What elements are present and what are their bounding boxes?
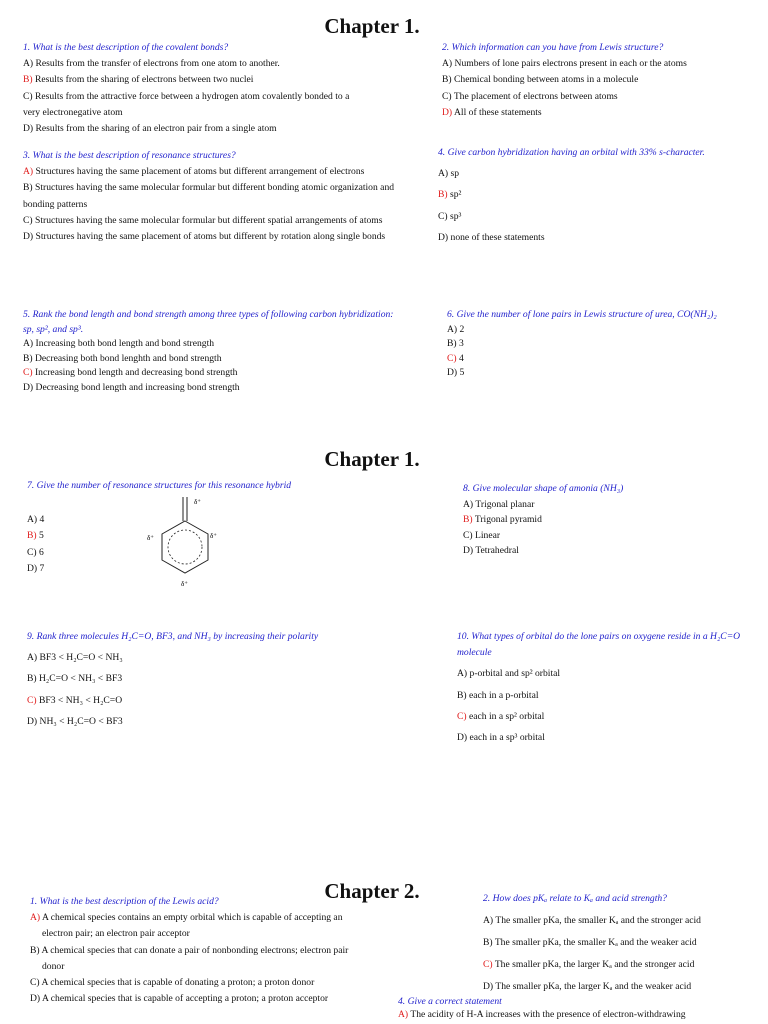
delta-plus-label: δ⁺	[147, 534, 154, 542]
question-text: 1. What is the best description of the Lewis acid?	[30, 896, 219, 907]
question-3	[23, 148, 398, 245]
option-a: A) 2	[447, 323, 465, 335]
option-b: B) 3	[447, 338, 464, 349]
option-c: C) A chemical species that is capable of donating a proton; a proton donor	[30, 977, 315, 989]
question-4-ch2	[398, 995, 766, 1021]
question-text: 1. What is the best description of the covalent bonds?	[23, 42, 229, 53]
question-2-ch2	[483, 890, 766, 995]
delta-plus-label: δ⁺	[181, 580, 188, 588]
option-d: D) The smaller pKa, the larger Kₐ and the weaker acid	[483, 981, 692, 992]
option-a: A) Results from the transfer of electrons from one atom to another.	[23, 58, 280, 70]
question-9	[27, 629, 407, 730]
option-a: A) Trigonal planar	[463, 498, 535, 510]
option-c: C) each in a sp² orbital	[457, 710, 545, 722]
option-b: B) H₂C=O < NH₃ < BF3	[27, 673, 123, 685]
option-a: A) Increasing both bond length and bond strength	[23, 338, 215, 349]
option-d: D) 7	[27, 562, 45, 574]
option-b: B) The smaller pKa, the smaller Kₐ and the weaker acid	[483, 937, 697, 948]
chapter-heading: Chapter 1.	[324, 14, 420, 38]
option-b: B) 5	[27, 530, 44, 542]
option-c: C) The placement of electrons between atoms	[442, 90, 618, 102]
option-d: D) each in a sp³ orbital	[457, 732, 545, 744]
option-c: C) BF3 < NH₃ < H₂C=O	[27, 694, 123, 706]
option-b: B) each in a p-orbital	[457, 689, 539, 701]
option-c: C) The smaller pKa, the larger Kₐ and the stronger acid	[483, 959, 695, 970]
question-text: 6. Give the number of lone pairs in Lewis structure of urea, CO(NH₂)₂	[447, 309, 717, 320]
option-b: B) sp²	[438, 189, 462, 201]
option-d: D) A chemical species that is capable of accepting a proton; a proton acceptor	[30, 993, 329, 1005]
question-text: 5. Rank the bond length and bond strength among three types of following carbon hybridization: sp, sp², and sp³.	[23, 309, 394, 335]
option-d: D) Decreasing bond length and increasing bond strength	[23, 381, 240, 393]
option-b: B) Chemical bonding between atoms in a molecule	[442, 74, 639, 86]
option-c: C) Structures having the same molecular formular but different spatial arrangements of atoms	[23, 214, 383, 226]
chapter-heading: Chapter 2.	[324, 879, 420, 903]
option-a: A) 4	[27, 514, 45, 526]
option-b: B) Trigonal pyramid	[463, 514, 542, 526]
option-a: A) Numbers of lone pairs electrons present in each or the atoms	[442, 58, 687, 70]
option-a: A) sp	[438, 168, 460, 180]
question-8	[463, 481, 763, 559]
question-10	[457, 629, 762, 746]
option-d: D) NH₃ < H₂C=O < BF3	[27, 715, 123, 727]
question-text: 10. What types of orbital do the lone pairs on oxygene reside in a H₂C=O molecule	[457, 631, 741, 659]
option-d: D) 5	[447, 367, 465, 378]
chapter-heading: Chapter 1.	[324, 447, 420, 471]
option-a: A) BF3 < H₂C=O < NH₃	[27, 652, 123, 664]
option-c: C) 6	[27, 546, 44, 558]
option-b: B) Results from the sharing of electrons between two nuclei	[23, 74, 254, 86]
question-text: 2. Which information can you have from Lewis structure?	[442, 42, 664, 53]
question-1-ch2	[30, 894, 370, 1007]
option-a: A) The acidity of H-A increases with the presence of electron-withdrawing	[398, 1009, 686, 1020]
option-b: B) A chemical species that can donate a pair of nonbonding electrons; electron pair donor	[30, 944, 349, 972]
option-c: C) 4	[447, 352, 464, 364]
option-b: B) Decreasing both bond lenghth and bond strength	[23, 352, 222, 364]
option-d: D) All of these statements	[442, 106, 542, 118]
option-c: C) Results from the attractive force between a hydrogen atom covalently bonded to a very electronegative atom	[23, 90, 350, 118]
question-text: 9. Rank three molecules H₂C=O, BF3, and NH₃ by increasing their polarity	[27, 631, 319, 642]
option-d: D) none of these statements	[438, 231, 545, 243]
benzylidene-resonance-hybrid-structure	[143, 491, 233, 591]
question-1	[23, 40, 368, 137]
option-a: A) p-orbital and sp² orbital	[457, 668, 561, 680]
delta-plus-label: δ⁺	[194, 498, 201, 506]
option-d: D) Results from the sharing of an electron pair from a single atom	[23, 123, 277, 135]
question-2	[442, 40, 762, 121]
question-4	[438, 145, 763, 246]
question-text: 4. Give a correct statement	[398, 996, 502, 1007]
option-b: B) Structures having the same molecular formular but different bonding atomic organization and bonding patterns	[23, 182, 395, 210]
delta-plus-label: δ⁺	[210, 532, 217, 540]
option-c: C) Increasing bond length and decreasing bond strength	[23, 367, 238, 378]
option-c: C) Linear	[463, 529, 501, 541]
option-d: D) Tetrahedral	[463, 545, 519, 557]
option-c: C) sp³	[438, 210, 462, 222]
question-text: 3. What is the best description of resonance structures?	[23, 150, 236, 161]
question-6	[447, 308, 765, 381]
question-text: 4. Give carbon hybridization having an orbital with 33% s-character.	[438, 147, 705, 158]
question-text: 2. How does pKₐ relate to Kₐ and acid strength?	[483, 893, 667, 904]
option-a: A) Structures having the same placement of atoms but different arrangement of electrons	[23, 166, 365, 178]
question-text: 7. Give the number of resonance structures for this resonance hybrid	[27, 480, 292, 491]
question-5	[23, 308, 403, 395]
option-a: A) The smaller pKa, the smaller Kₐ and the stronger acid	[483, 915, 701, 926]
option-a: A) A chemical species contains an empty orbital which is capable of accepting an electron pair; an electron pair acceptor	[30, 912, 343, 940]
question-text: 8. Give molecular shape of amonia (NH₃)	[463, 483, 624, 494]
option-d: D) Structures having the same placement of atoms but different by rotation along single bonds	[23, 231, 386, 243]
